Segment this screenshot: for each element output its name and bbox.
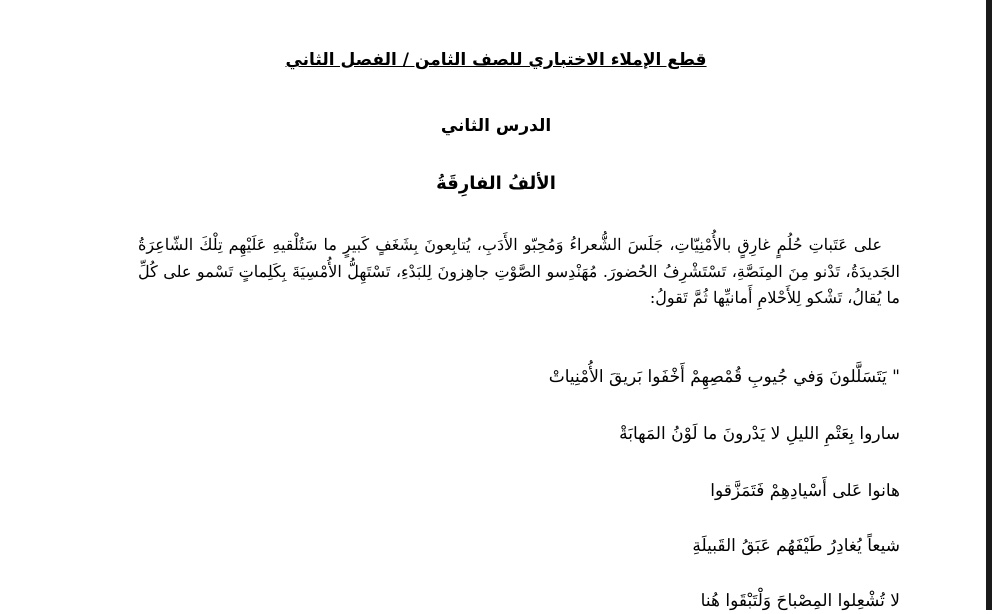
lesson-heading: الدرس الثاني — [440, 116, 552, 136]
topic-heading: الألفُ الفارِقَةُ — [436, 173, 556, 194]
poem-line: ساروا بِعَتْمِ الليلِ لا يَدْرونَ ما لَوْنُ المَهابَةْ — [619, 424, 900, 444]
poem-line: هانوا عَلى أَسْيادِهِمْ فَتَمَزَّقوا — [710, 481, 900, 501]
poem-line: " يَتَسَلَّلونَ وَفي جُيوبِ قُمْصِهِمْ أَخْفَوا بَريقَ الأُمْنِياتْ — [548, 367, 900, 387]
poem-line: لا تُشْعِلوا المِصْباحَ وَلْتَبْقَوا هُنا — [700, 591, 900, 611]
window-edge — [986, 0, 992, 610]
dictation-paragraph: على عَتَباتِ حُلُمٍ غارِقٍ بالأُمْنِيّاتِ، جَلَسَ الشُّعراءُ وَمُحِبّو الأَدَبِ، يُتابِعونَ بِشَغَفٍ كَبيرٍ ما سَتُلْقيهِ عَلَيْهِم تِلْكَ الشّاعِرَةُ الجَديدَةُ، تَدْنو مِنَ المِنَصَّةِ، تَسْتَشْرِفُ الحُضورَ. مُهَنْدِسو الصَّوْتِ جاهِزونَ لِلبَدْءِ، تَسْتَهِلُّ الأُمْسِيَةَ بِكَلِماتٍ تَسْمو على كُلِّ ما يُقالُ، تَشْكو لِلأَحْلامِ أَمانيِّها ثُمَّ تَقولُ: — [138, 235, 900, 307]
poem-line: شيعاً يُغادِرُ طَيْفَهُم عَبَقُ القَبيلَةِ — [692, 536, 900, 556]
document-title: قطع الإملاء الاختباري للصف الثامن / الفصل الثاني — [285, 50, 707, 70]
